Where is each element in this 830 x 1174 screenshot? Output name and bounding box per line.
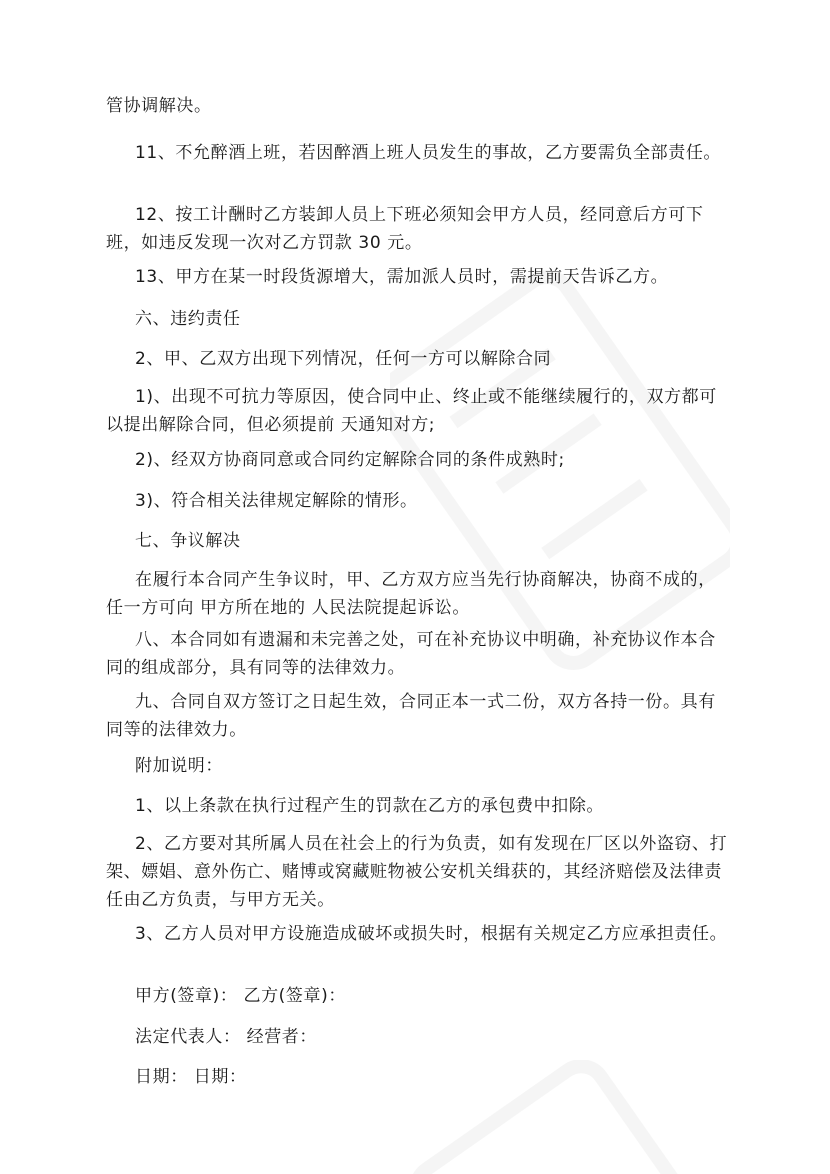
section-8-paragraph: 八、本合同如有遗漏和未完善之处，可在补充协议中明确，补充协议作本合同的组成部分，具有同等的法律效力。	[106, 630, 716, 678]
appendix-item-3: 3、乙方人员对甲方设施造成破坏或损失时，根据有关规定乙方应承担责任。	[135, 924, 728, 944]
paragraph-continuation: 管协调解决。	[106, 96, 212, 116]
dispute-paragraph: 在履行本合同产生争议时，甲、乙方双方应当先行协商解决，协商不成的，任一方可向 甲方所在地的 人民法院提起诉讼。	[106, 570, 716, 618]
appendix-item-2: 2、乙方要对其所属人员在社会上的行为负责，如有发现在厂区以外盗窃、打架、嫖娼、意外伤亡、赌博或窝藏赃物被公安机关缉获的，其经济赔偿及法律责任由乙方负责，与甲方无关。	[106, 834, 728, 910]
appendix-item-1: 1、以上条款在执行过程产生的罚款在乙方的承包费中扣除。	[135, 796, 605, 816]
termination-item-3: 3)、符合相关法律规定解除的情形。	[135, 491, 418, 511]
clause-13: 13、甲方在某一时段货源增大，需加派人员时，需提前天告诉乙方。	[135, 267, 669, 287]
section-9-paragraph: 九、合同自双方签订之日起生效，合同正本一式二份，双方各持一份。具有同等的法律效力。	[106, 692, 716, 740]
section-heading-dispute: 七、争议解决	[135, 531, 241, 551]
signature-line-party: 甲方(签章)： 乙方(签章)：	[135, 986, 346, 1006]
clause-11: 11、不允醉酒上班，若因醉酒上班人员发生的事故，乙方要需负全部责任。	[135, 143, 722, 163]
appendix-heading: 附加说明：	[135, 756, 223, 776]
signature-line-representative: 法定代表人： 经营者：	[135, 1027, 318, 1047]
clause-12: 12、按工计酬时乙方装卸人员上下班必须知会甲方人员，经同意后方可下班，如违反发现一次对乙方罚款 30 元。	[106, 205, 704, 253]
termination-item-1: 1)、出现不可抗力等原因，使合同中止、终止或不能继续履行的，双方都可以提出解除合同，但必须提前 天通知对方;	[106, 387, 717, 435]
signature-line-date: 日期： 日期：	[135, 1067, 247, 1087]
section-heading-breach: 六、违约责任	[135, 309, 241, 329]
clause-termination: 2、甲、乙双方出现下列情况，任何一方可以解除合同	[135, 349, 552, 369]
termination-item-2: 2)、经双方协商同意或合同约定解除合同的条件成熟时;	[135, 450, 565, 470]
